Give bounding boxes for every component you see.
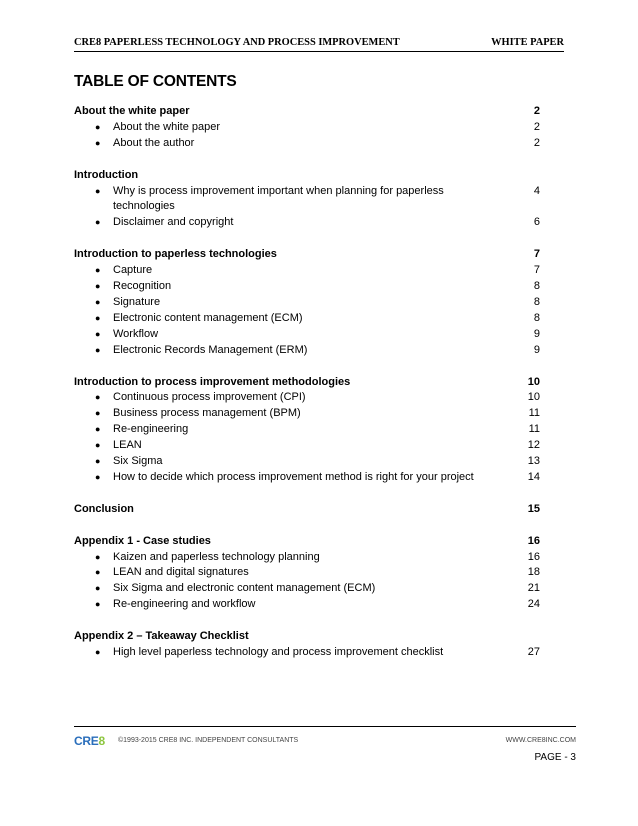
toc-item-page: 13 [527,454,540,467]
toc-item-page: 21 [527,582,540,595]
bullet-icon: ● [95,567,101,578]
toc-section-title: Introduction [74,168,139,181]
toc-item-title: Continuous process improvement (CPI) [113,391,306,404]
toc-section [74,534,540,613]
toc-item-page: 18 [527,566,540,579]
toc-section-row [74,168,540,184]
bullet-icon: ● [95,424,101,435]
toc-item-page: 4 [533,184,540,197]
toc-item-title: Signature [113,295,161,308]
toc-section-row [74,104,540,120]
toc-section-title: About the white paper [74,105,190,117]
toc-item-title: Business process management (BPM) [113,407,301,420]
footer-rule [74,726,576,727]
toc-section [74,502,540,518]
toc-item-title: Six Sigma and electronic content management (ECM) [113,582,376,595]
toc-section-page: 7 [533,248,540,261]
bullet-icon: ● [95,344,101,355]
toc-item-page: 24 [527,598,540,611]
bullet-icon: ● [95,440,101,451]
toc-section-row [74,534,540,550]
header-rule [74,51,564,52]
toc-item [74,597,540,613]
toc-item-title: How to decide which process improvement method is right for your project [113,470,474,483]
toc-item-page: 9 [533,343,540,356]
toc-item-title: Electronic Records Management (ERM) [113,343,308,356]
toc-item-title: Capture [113,264,153,277]
bullet-icon: ● [95,471,101,482]
toc-item-page: 2 [533,136,540,149]
toc-item [74,565,540,581]
bullet-icon: ● [95,408,101,419]
cre8-logo [74,734,114,748]
footer-website: WWW.CRE8INC.COM [505,737,576,744]
bullet-icon: ● [95,599,101,610]
toc-item-page: 8 [533,295,540,308]
toc-section-title: Appendix 1 - Case studies [74,534,211,547]
toc-item [74,327,540,343]
toc-item-title: Re-engineering and workflow [113,598,256,611]
toc-section-row [74,502,540,518]
page-number: PAGE - 3 [534,752,576,763]
bullet-icon: ● [95,185,101,196]
bullet-icon: ● [95,137,101,148]
toc-item [74,422,540,438]
bullet-icon: ● [95,121,101,132]
running-header [74,37,564,51]
toc-item [74,645,540,661]
bullet-icon: ● [95,265,101,276]
toc-section-title: Conclusion [74,502,134,515]
toc-section-page: 10 [527,375,540,388]
toc-item-page: 27 [527,645,540,658]
toc-item-page: 11 [528,407,540,420]
toc-item-page: 12 [527,439,540,452]
bullet-icon: ● [95,296,101,307]
toc-item-title: Six Sigma [113,454,163,467]
toc-item [74,136,540,152]
logo-text: CRE8 [74,734,105,748]
toc-item-page: 14 [527,470,540,483]
toc-item-title: LEAN [113,439,142,452]
toc-section [74,629,540,661]
toc-item-page: 9 [533,327,540,340]
toc-section [74,104,540,152]
bullet-icon: ● [95,455,101,466]
toc-section-page: 15 [527,502,540,515]
toc-item-title: Kaizen and paperless technology planning [113,550,320,563]
toc-item-title: Electronic content management (ECM) [113,311,303,324]
toc-item [74,263,540,279]
toc-item-title: Workflow [113,327,159,340]
bullet-icon: ● [95,217,101,228]
toc-item-title: Recognition [113,280,172,293]
toc-item [74,454,540,470]
toc-item-title: Why is process improvement important when planning for paperless technologies [113,184,444,213]
header-title: CRE8 PAPERLESS TECHNOLOGY AND PROCESS IMPROVEMENT [74,37,400,48]
toc-item-title: Disclaimer and copyright [113,216,234,229]
toc-item-title: About the author [113,136,195,149]
toc-item [74,279,540,295]
toc-item [74,184,540,216]
toc-section-title: Introduction to paperless technologies [74,248,277,261]
bullet-icon: ● [95,281,101,292]
toc-item-title: High level paperless technology and process improvement checklist [113,645,444,658]
toc-item [74,550,540,566]
toc-item-page: 16 [527,550,540,563]
toc-item-page: 7 [533,264,540,277]
toc-item-page: 10 [527,391,540,404]
toc-item [74,311,540,327]
toc-item-title: LEAN and digital signatures [113,566,249,579]
bullet-icon: ● [95,551,101,562]
bullet-icon: ● [95,583,101,594]
toc-section-title: Appendix 2 – Takeaway Checklist [74,630,249,643]
toc-item [74,343,540,359]
bullet-icon: ● [95,392,101,403]
toc-item-page: 2 [533,120,540,133]
toc-item [74,470,540,486]
bullet-icon: ● [95,328,101,339]
toc-item [74,120,540,136]
toc-item [74,406,540,422]
toc-item-title: About the white paper [113,120,221,133]
header-doc-type: WHITE PAPER [491,37,564,48]
toc-section-row [74,247,540,263]
toc-section [74,168,540,232]
toc-item [74,438,540,454]
toc-item-page: 8 [533,311,540,324]
toc-item-title: Re-engineering [113,423,189,436]
toc-section [74,375,540,486]
toc-section [74,247,540,358]
toc-item-page: 6 [533,216,540,229]
toc-section-page: 2 [533,105,540,117]
toc-item [74,295,540,311]
toc-section-row [74,375,540,391]
bullet-icon: ● [95,646,101,657]
toc-item [74,390,540,406]
bullet-icon: ● [95,312,101,323]
toc-section-row [74,629,540,645]
footer-copyright: ©1993-2015 CRE8 INC. INDEPENDENT CONSULTANTS [118,737,299,744]
toc-section-title: Introduction to process improvement methodologies [74,375,351,388]
toc-heading: TABLE OF CONTENTS [74,73,237,90]
toc-section-page: 16 [527,534,540,547]
toc-item-page: 11 [528,423,540,436]
toc-item [74,581,540,597]
table-of-contents [74,104,540,677]
toc-item [74,215,540,231]
toc-item-page: 8 [533,280,540,293]
